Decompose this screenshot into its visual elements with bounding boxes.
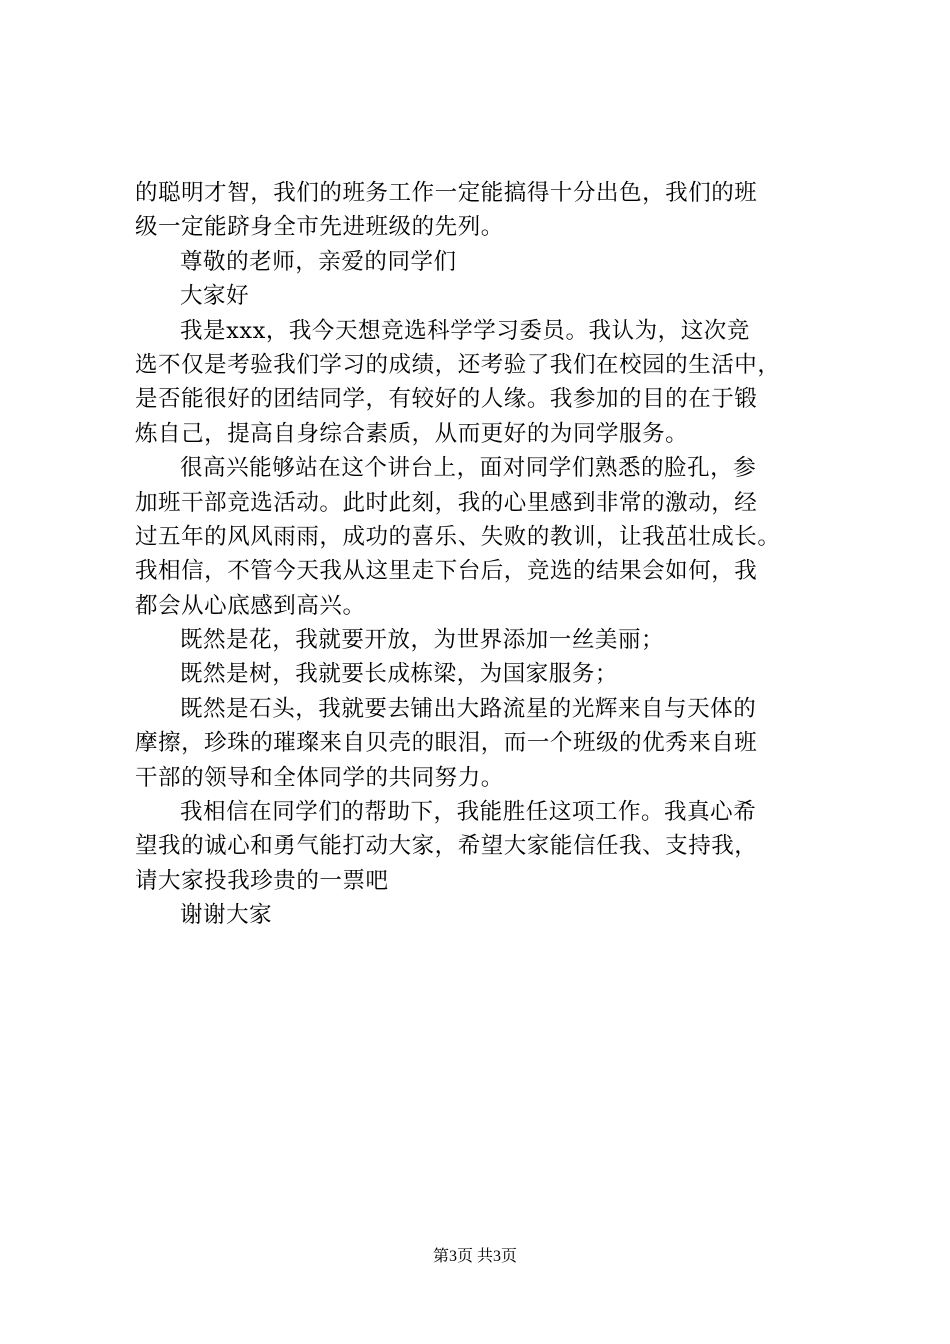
- text-line: 都会从心底感到高兴。: [135, 592, 366, 619]
- text-line: 既然是花，我就要开放，为世界添加一丝美丽；: [180, 627, 665, 654]
- text-line: 尊敬的老师，亲爱的同学们: [180, 248, 457, 275]
- document-body: [135, 176, 835, 933]
- text-line: 干部的领导和全体同学的共同努力。: [135, 764, 504, 791]
- text-line: 级一定能跻身全市先进班级的先列。: [135, 214, 504, 241]
- text-line: 摩擦，珍珠的璀璨来自贝壳的眼泪，而一个班级的优秀来自班: [135, 730, 758, 757]
- text-line: 炼自己，提高自身综合素质，从而更好的为同学服务。: [135, 420, 689, 447]
- text-line: 谢谢大家: [180, 902, 273, 929]
- text-line: 我相信在同学们的帮助下，我能胜任这项工作。我真心希: [180, 799, 757, 826]
- text-line: 是否能很好的团结同学，有较好的人缘。我参加的目的在于锻: [135, 386, 758, 413]
- text-line: 的聪明才智，我们的班务工作一定能搞得十分出色，我们的班: [135, 180, 758, 206]
- text-line: 过五年的风风雨雨，成功的喜乐、失败的教训，让我茁壮成长。: [135, 523, 781, 550]
- text-line: 加班干部竞选活动。此时此刻，我的心里感到非常的激动，经: [135, 489, 758, 516]
- text-line: 我相信，不管今天我从这里走下台后，竞选的结果会如何，我: [135, 558, 758, 585]
- text-line: 很高兴能够站在这个讲台上，面对同学们熟悉的脸孔，参: [180, 455, 757, 482]
- page-footer: 第3页 共3页: [432, 1248, 517, 1265]
- text-line: 请大家投我珍贵的一票吧: [135, 867, 389, 894]
- text-line: 我是xxx，我今天想竞选科学学习委员。我认为，这次竞: [180, 317, 750, 344]
- text-line: 既然是树，我就要长成栋梁，为国家服务；: [180, 661, 618, 688]
- text-line: 望我的诚心和勇气能打动大家，希望大家能信任我、支持我，: [135, 833, 758, 860]
- text-line: 既然是石头，我就要去铺出大路流星的光辉来自与天体的: [180, 695, 757, 722]
- text-line: 选不仅是考验我们学习的成绩，还考验了我们在校园的生活中，: [135, 351, 781, 378]
- text-line: 大家好: [180, 283, 250, 310]
